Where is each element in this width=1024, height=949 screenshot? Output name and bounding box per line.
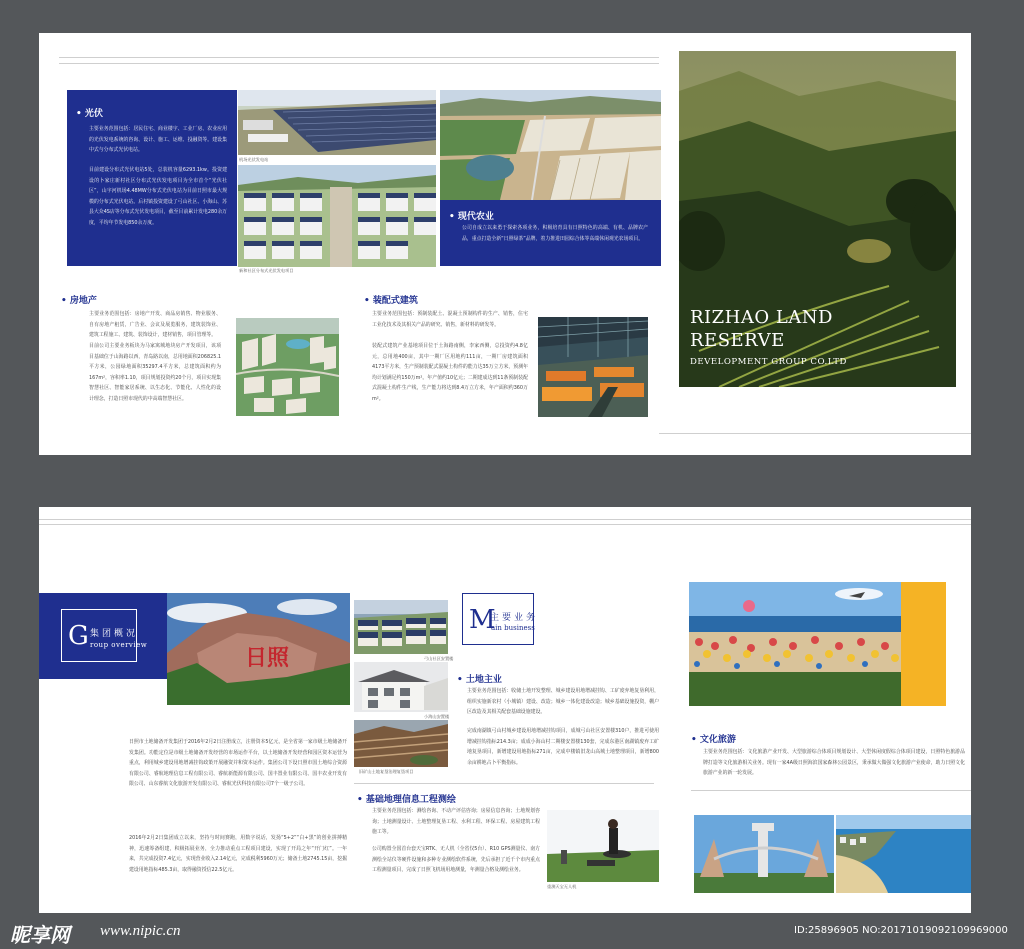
land-title: • 土地主业	[457, 675, 502, 685]
pv-para2: 目前建设分布式光伏电站5处，总装机容量6293.1kw。投资建设的卜家庄新村社区分布式光伏发电项目为全市首个“光伏社区”，山字河机场4.48MW分布式光伏电站为目前日照市最大规模的分布式光伏电站。后村镇投资建设了弓山社区、小海山、苏县大众4S店等分布式光伏发电项目，截至目前累计发电280余万度，平均年节发电850余万度。	[89, 167, 227, 226]
pv-caption1: 机场光伏发电站	[239, 157, 269, 162]
realestate-para2: 目前公司主要业务板块为马家寓城地块房产开发项目，该项目基础位于山海路以西，青岛路以南，总用地面积206825.1平方米，公园绿地面积35297.4平方米，总建筑面积约为167m²，容积率1.10，项目规划投资约20个月，项目实现集智慧社区、智能家居系统、以生态化、节能化、人性化的设计理念，打造日照市现代的中高端智慧社区。	[89, 343, 221, 402]
hero-line1: RIZHAO LAND	[690, 307, 833, 328]
bottom-divider	[659, 433, 971, 434]
realestate-para1: 主要业务范围包括：房地产开发、商品房销售、物业服务、自有房地产租赁，广告业、会议及展览服务，建筑装饰业、建筑工程施工、建筑、装饰设计，建材销售，项目管理等。	[89, 311, 221, 339]
watermark-url: www.nipic.cn	[100, 923, 181, 939]
land-para1: 主要业务范围包括：收储土地开发整理、城乡建设用地增减挂钩、工矿废弃地复垦利用，组织实施新农村（小城镇）建设、改造；城乡一体化建设改造；城乡基础设施投资，棚户区改造及其相关配套基础设施建设。	[467, 688, 659, 716]
brochure-spread-top	[39, 33, 971, 455]
overview-en: roup overview	[90, 641, 148, 649]
landmark-gate-photo	[694, 815, 834, 893]
top-divider-2	[59, 63, 659, 64]
mainbiz-letter: M	[469, 605, 496, 635]
prefab-para1: 主要业务范围包括：预制装配土、混凝土预制构件的生产、销售，住宅工业化技术及其相关产品的研究、销售，新材料的研发等。	[372, 311, 528, 328]
village-solar-photo	[238, 165, 436, 267]
mountain-rock-photo	[167, 593, 350, 705]
survey-caption: 重测天宝无人机	[547, 884, 577, 889]
drone-survey-photo	[547, 810, 659, 882]
pv-panel	[67, 90, 237, 266]
gold-accent-bar	[901, 582, 946, 706]
prefab-para2: 装配式建筑产业基地项目位于土海路南侧，李家西侧，总投资约4.8亿元，总用地400亩，其中一期厂区用地约111亩，一期厂房建筑面积4173平方米，生产预制装配式混凝土构件的能力达35万立方米，预测年均计划满足约150万m²。年产值约10亿元；二期建成达到11条预制装配式混凝土构件生产线，生产能力将达到8.4万立方米，年产面积约360万m²。	[372, 343, 528, 402]
brochure-spread-bottom	[39, 507, 971, 934]
pv-title: • 光伏	[76, 109, 103, 119]
tourism-title: • 文化旅游	[691, 735, 736, 745]
pv-para1: 主要业务范围包括：居民住宅、商业楼宇、工业厂房、农业应用的光伏发电系统的咨询、设计、施工、运维、投融资等。建设集中式与分布式光伏电站。	[89, 126, 227, 154]
survey-para1: 主要业务范围包括：测绘咨询、不动产评估咨询；房屋信息咨询；土地规划咨询；土地测量设计、土地整理复垦工程、水利工程、环保工程、房屋建筑工程施工等。	[372, 808, 540, 836]
airport-solar-photo	[238, 90, 436, 155]
prefab-title: • 装配式建筑	[364, 296, 418, 306]
top-divider	[59, 57, 659, 58]
land-caption1: 弓山社区安置楼	[424, 656, 454, 661]
overview-cn: 集团概况	[90, 629, 139, 639]
tourism-text: 主要业务范围包括：文化旅游产业开发、大型旅游综合体项目规划设计、大型休闲度假综合体项目建设，日照特色旅游品牌打造等文化旅游相关业务。现有一家4A级日照海滨国家森林公园景区，秉承做大做强文化旅游产业使命，助力日照文化旅游产业的新一轮发展。	[703, 749, 965, 777]
top-divider-2	[39, 524, 971, 525]
watermark-logo: 昵享网	[10, 923, 70, 947]
overview-para2: 2016年2月2日集团成立以来，坚持与时间赛跑，用数字说话，发扬“5+2”“白+黑”的创业拼搏精神，迅速筹备组建，积极拓展业务，全力推动重点工程项目建设，实现了开局之年“开门红”。一年来，共完成投资7.4亿元，实现营业收入2.14亿元，完成税利5960万元；储备土地2745.15亩，挖掘建设用地指标485.3亩，取得融资授信22.5亿元。	[129, 835, 347, 873]
land-caption3: 旧矿山土地复垦治理复垦项目	[359, 769, 414, 774]
agri-title: • 现代农业	[449, 212, 494, 222]
hero-line3: DEVELOPMENT GROUP CO.LTD	[690, 357, 847, 367]
survey-para2: 公司购置全国首台套天宝RTK、无人机（全省仅5台）、R10 GPS测量仪、南方测绘全站仪等硬件设施和多种专业测绘软件系统，先后承担了近千个市内重点工程测量项目，完成了日照飞机场用地测量，年测量合格及测绘业务。	[372, 846, 540, 874]
pv-caption2: 新和社区分布式光伏发电项目	[239, 268, 294, 273]
coastline-photo	[836, 815, 971, 893]
watermark-bar	[0, 913, 1024, 949]
mine-reclamation-photo	[354, 720, 448, 767]
top-divider	[39, 519, 971, 520]
center-divider	[354, 783, 654, 784]
hero-line2: RESERVE	[690, 330, 785, 351]
realestate-title: • 房地产	[61, 296, 97, 306]
mainbiz-cn: 主要业务	[490, 613, 539, 623]
agri-text: 公司自成立以来勇于探索各项业务，积极培育具有日照特色的高端、有机、品牌农产品，重点打造全新“日照绿茶”品牌，着力推进田园综合体等高端休闲观光农场项目。	[462, 225, 648, 242]
watermark-id: ID:25896905 NO:20171019092109969000	[794, 925, 1008, 936]
land-caption2: 小海山安置楼	[424, 714, 450, 719]
svg-text:日照: 日照	[245, 645, 290, 671]
residential-render-photo	[236, 318, 339, 416]
land-para2: 完成南湖镇弓山村城乡建设用地增减挂钩项目，成城弓山社区安置楼310户，推进可使用增减挂钩指标214.3亩；成成小海山村二期楼安置楼130套，完成东港区南湖镇废弃工矿地复垦项目，新增建设用地指标271亩，完成中楼镇旧龙山高城土地整理项目，新增800余亩耕地占卜平衡指标。	[467, 728, 659, 766]
overview-panel	[39, 593, 167, 679]
right-divider	[691, 790, 971, 791]
gongshan-resettlement-photo	[354, 600, 448, 654]
mainbiz-en: ain business	[491, 624, 535, 632]
beach-crowd-photo	[689, 582, 901, 706]
survey-title: • 基础地理信息工程测绘	[357, 795, 456, 805]
overview-letter: G	[68, 621, 89, 651]
overview-para1: 日照市土地储备开发集团于2016年2月2日注册成立，注册资本5亿元，是全省第一家市级土地储备开发集团。功能定位是市级土地储备开发经营的市场运作平台，以土地储备开发经营和园区资本运营为重点，利用城乡建设用地增减挂钩政策开展融资并和资本运作。集团公司下设日照市国土地综合资源有限公司、睿航地理信息工程有限公司、睿航新能源有限公司、国丰置业有限公司、国丰农业开发有限公司、山东睿航文化旅游开发有限公司、睿航光伏科技有限公司7个一级子公司。	[129, 739, 347, 788]
farm-aerial-photo	[440, 90, 661, 200]
agri-panel	[440, 200, 661, 266]
factory-photo	[538, 317, 648, 417]
xiaohaishan-housing-photo	[354, 662, 448, 712]
